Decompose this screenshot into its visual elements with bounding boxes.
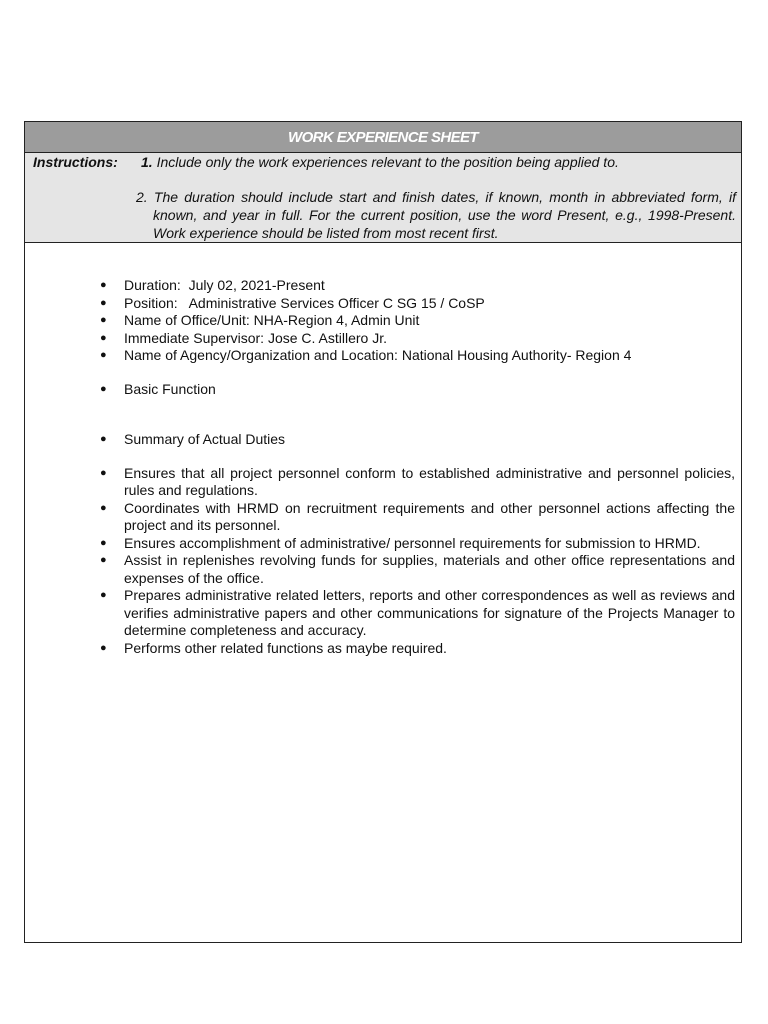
instruction-item-2: 2. The duration should include start and finish dates, if known, month in abbreviated form, if known, and year in full. For the current position, use the word Present, e.g., 1998-Present. Work experience should be listed from most recent first. — [136, 189, 736, 241]
work-experience-sheet — [24, 121, 742, 943]
list-item-office — [25, 312, 741, 330]
instruction-item-1-number: 1. — [141, 154, 153, 170]
bullet-icon: ● — [100, 349, 107, 361]
duty-text: Performs other related functions as maybe required. — [124, 639, 447, 656]
sheet-header — [25, 122, 741, 153]
office-text: Name of Office/Unit: NHA-Region 4, Admin Unit — [124, 312, 420, 328]
summary-section — [25, 431, 741, 449]
position-text: Position: Administrative Services Officer C SG 15 / CoSP — [124, 294, 485, 311]
list-item-duty — [25, 587, 741, 640]
list-item-basic-function — [25, 381, 741, 399]
list-item-summary — [25, 431, 741, 449]
summary-label: Summary of Actual Duties — [124, 431, 286, 447]
bullet-icon: ● — [100, 314, 107, 326]
agency-text: Name of Agency/Organization and Location: National Housing Authority- Region 4 — [124, 347, 632, 363]
instructions-label: Instructions: — [33, 154, 118, 170]
list-item-agency — [25, 347, 741, 365]
list-item-duty — [25, 535, 741, 553]
bullet-icon: ● — [100, 641, 107, 654]
bullet-icon: ● — [100, 554, 107, 566]
duties-list — [25, 465, 741, 658]
bullet-icon: ● — [100, 501, 107, 514]
list-item-duty — [25, 500, 741, 535]
duration-text: Duration: July 02, 2021-Present — [124, 277, 325, 293]
instruction-item-1 — [141, 153, 619, 171]
duty-text: Coordinates with HRMD on recruitment requirements and other personnel actions affecting the project and its personnel. — [124, 499, 735, 533]
list-item-position — [25, 295, 741, 313]
list-item-duty — [25, 552, 741, 587]
duty-text: Ensures accomplishment of administrative/ personnel requirements for submission to HRMD. — [124, 534, 701, 551]
bullet-icon: ● — [100, 466, 107, 479]
sheet-title: WORK EXPERIENCE SHEET — [288, 128, 478, 146]
bullet-icon: ● — [100, 433, 107, 445]
list-item-duty — [25, 465, 741, 500]
duty-text: Ensures that all project personnel conform to established administrative and personnel policies, rules and regulations. — [124, 464, 735, 498]
bullet-icon: ● — [100, 536, 107, 549]
list-item-duration — [25, 277, 741, 295]
bullet-icon: ● — [100, 589, 107, 601]
duty-text: Assist in replenishes revolving funds for supplies, materials and other office representations and expenses of the office. — [124, 552, 735, 586]
list-item-supervisor — [25, 330, 741, 348]
basic-function-label: Basic Function — [124, 380, 216, 397]
work-experience-content — [25, 243, 741, 657]
supervisor-text: Immediate Supervisor: Jose C. Astillero Jr. — [124, 329, 387, 346]
duty-text: Prepares administrative related letters, reports and other correspondences as well as reviews and verifies administrative papers and other communications for signature of the Projects Manager to determine completeness and accuracy. — [124, 587, 735, 638]
bullet-icon: ● — [100, 382, 107, 395]
bullet-icon: ● — [100, 296, 107, 309]
list-item-duty — [25, 640, 741, 658]
basic-function-section — [25, 381, 741, 399]
bullet-icon: ● — [100, 331, 107, 344]
instructions-section — [25, 153, 741, 243]
bullet-icon: ● — [100, 279, 107, 291]
instruction-item-1-text: Include only the work experiences relevant to the position being applied to. — [156, 154, 619, 170]
job-details-list — [25, 277, 741, 365]
